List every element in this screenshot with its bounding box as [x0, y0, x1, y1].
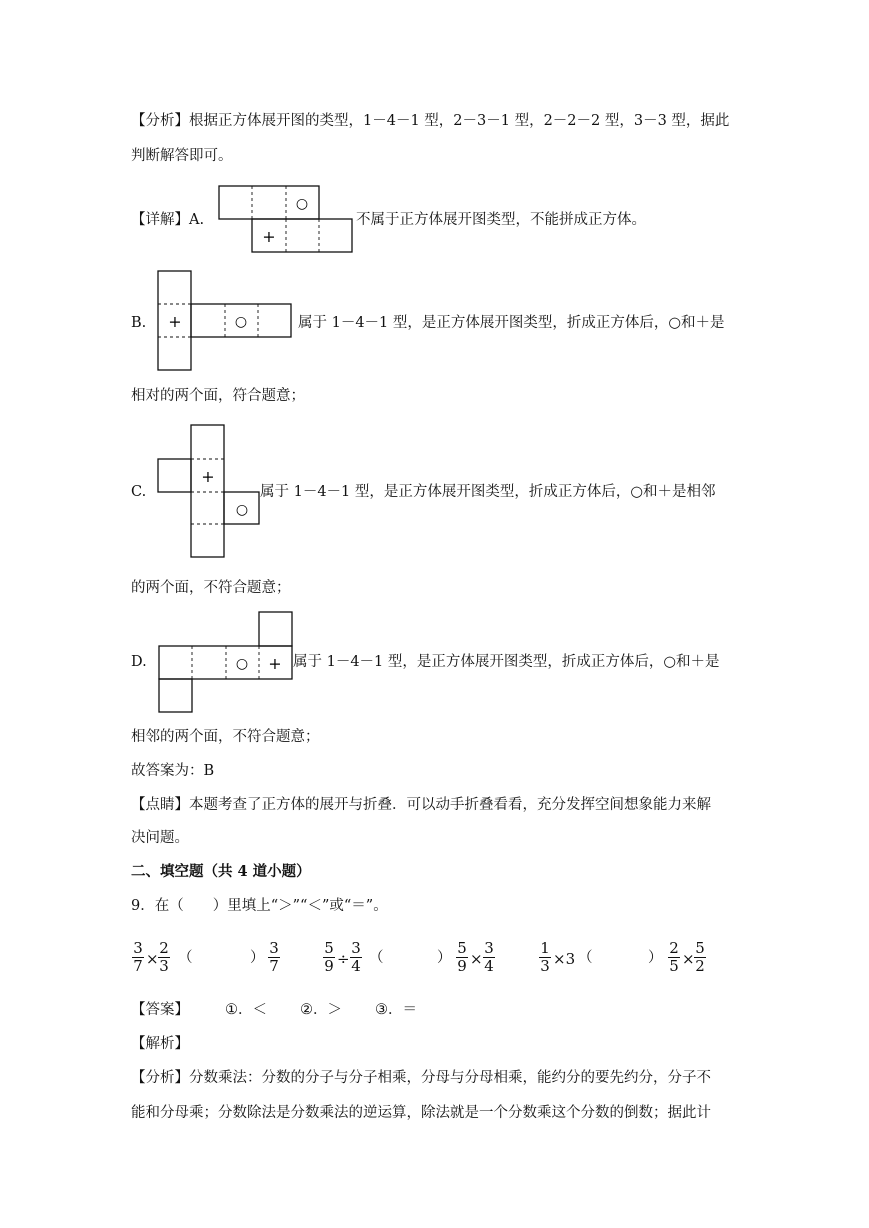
comment-line-2: 决问题。	[131, 830, 189, 846]
detail-b-prefix: B.	[131, 315, 147, 331]
cube-net-a	[219, 186, 354, 254]
answer-1: ①．＜	[225, 1002, 267, 1018]
operator: ×	[470, 950, 483, 968]
plus-mark: +	[201, 467, 215, 486]
blank-close: ）	[250, 950, 265, 966]
answer-3: ③．＝	[375, 1002, 417, 1018]
fraction: 5 2	[695, 939, 705, 975]
section-heading: 二、填空题（共 4 道小题）	[131, 863, 311, 880]
blank-close: ）	[437, 950, 452, 966]
circle-mark: ○	[235, 656, 249, 672]
answer-label: 【答案】	[131, 1002, 189, 1018]
blank-close: ）	[648, 950, 663, 966]
cube-net-c	[158, 425, 262, 559]
operator: ×	[682, 950, 695, 968]
comment-line-1: 【点睛】本题考查了正方体的展开与折叠．可以动手折叠看看，充分发挥空间想象能力来解	[131, 797, 711, 813]
detail-d-prefix: D.	[131, 654, 147, 670]
cube-net-b	[158, 271, 293, 372]
answer-2: ②．＞	[300, 1002, 342, 1018]
fraction: 3 7	[269, 939, 279, 975]
fraction: 3 4	[484, 939, 494, 975]
fraction: 5 9	[457, 939, 467, 975]
plus-mark: +	[168, 312, 182, 331]
detail-a-prefix: 【详解】A.	[131, 212, 205, 228]
detail-a-text: 不属于正方体展开图类型，不能拼成正方体。	[356, 212, 646, 228]
analysis2-line-2: 能和分母乘；分数除法是分数乘法的逆运算，除法就是一个分数乘这个分数的倒数；据此计	[131, 1105, 711, 1121]
blank-open: （	[369, 950, 384, 966]
operator: ×3	[553, 950, 576, 968]
fraction: 5 9	[324, 939, 334, 975]
cube-net-d	[159, 612, 295, 715]
plus-mark: +	[268, 654, 282, 673]
detail-b-text: 属于 1－4－1 型，是正方体展开图类型，折成正方体后，○和＋是	[298, 315, 725, 331]
blank-open: （	[578, 950, 593, 966]
fraction: 2 5	[669, 939, 679, 975]
blank-open: （	[178, 950, 193, 966]
fraction: 1 3	[540, 939, 550, 975]
plus-mark: +	[262, 227, 276, 246]
circle-mark: ○	[295, 196, 309, 212]
analysis-line-1: 【分析】根据正方体展开图的类型，1－4－1 型，2－3－1 型，2－2－2 型，3－3 型，据此	[131, 113, 730, 129]
answer-line: 故答案为：B	[131, 763, 215, 779]
jiexi-label: 【解析】	[131, 1036, 189, 1052]
operator: ×	[146, 950, 159, 968]
circle-mark: ○	[235, 502, 249, 518]
fraction: 2 3	[159, 939, 169, 975]
analysis-line-2: 判断解答即可。	[131, 148, 233, 164]
detail-b-text-2: 相对的两个面，符合题意；	[131, 388, 305, 404]
fraction: 3 4	[351, 939, 361, 975]
detail-d-text-2: 相邻的两个面，不符合题意；	[131, 729, 320, 745]
detail-c-text-2: 的两个面，不符合题意；	[131, 580, 291, 596]
operator: ÷	[337, 950, 350, 968]
detail-c-text: 属于 1－4－1 型，是正方体展开图类型，折成正方体后，○和＋是相邻	[260, 484, 716, 500]
analysis2-line-1: 【分析】分数乘法：分数的分子与分子相乘，分母与分母相乘，能约分的要先约分，分子不	[131, 1070, 711, 1086]
detail-d-text: 属于 1－4－1 型，是正方体展开图类型，折成正方体后，○和＋是	[293, 654, 720, 670]
detail-c-prefix: C.	[131, 484, 147, 500]
fraction: 3 7	[133, 939, 143, 975]
question-9: 9．在（ ）里填上“＞”“＜”或“＝”。	[131, 898, 388, 914]
circle-mark: ○	[234, 314, 248, 330]
